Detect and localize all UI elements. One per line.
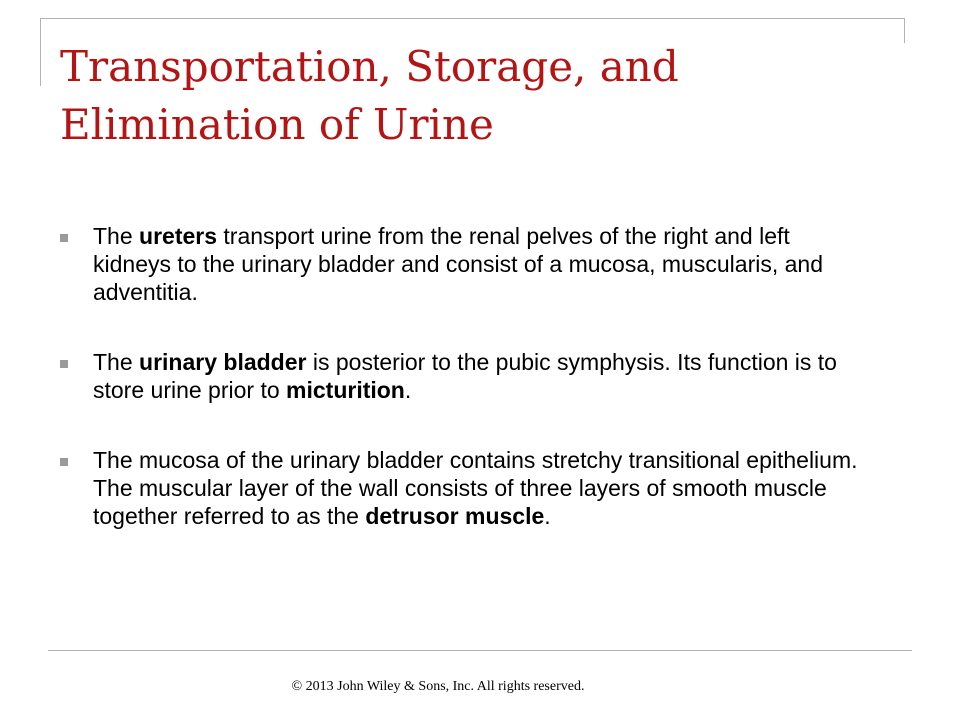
top-rule-line: [40, 18, 904, 19]
key-term-detrusor-muscle: detrusor muscle: [365, 503, 545, 529]
text-segment: .: [544, 503, 551, 529]
square-bullet-icon: [60, 234, 68, 242]
bullet-item-urinary-bladder: [60, 348, 860, 404]
key-term-urinary-bladder: urinary bladder: [139, 349, 307, 375]
text-segment: transport urine from the renal pelves of the right and left kidneys to the urinary bladder and consist of a mucosa, muscularis, and adventitia.: [93, 223, 823, 305]
slide-title-line-2: Elimination of Urine: [60, 100, 494, 149]
bottom-rule-line: [48, 650, 912, 651]
key-term-ureters: ureters: [139, 223, 218, 249]
text-segment: is posterior to the pubic symphysis. Its function is to store urine prior to: [93, 349, 837, 403]
square-bullet-icon: [60, 458, 68, 466]
bullet-item-mucosa: [60, 446, 860, 530]
text-segment: The: [93, 223, 140, 249]
key-term-micturition: micturition: [286, 377, 405, 403]
bullet-text: [93, 447, 858, 529]
square-bullet-icon: [60, 360, 68, 368]
bullet-list: [60, 222, 860, 530]
left-rule-line: [40, 18, 41, 86]
text-segment: .: [404, 377, 412, 403]
copyright-footer: © 2013 John Wiley & Sons, Inc. All rights reserved.: [291, 679, 585, 694]
bullet-text: [93, 349, 837, 403]
bullet-text: [93, 223, 823, 305]
bullet-item-ureters: [60, 222, 860, 306]
slide-title-line-1: Transportation, Storage, and: [60, 42, 679, 91]
right-rule-line: [904, 18, 905, 43]
slide-title: [60, 38, 880, 154]
text-segment: The mucosa of the urinary bladder contains stretchy transitional epithelium. The muscular layer of the wall consists of three layers of smooth muscle together referred to as the: [93, 447, 858, 529]
text-segment: The: [93, 349, 140, 375]
